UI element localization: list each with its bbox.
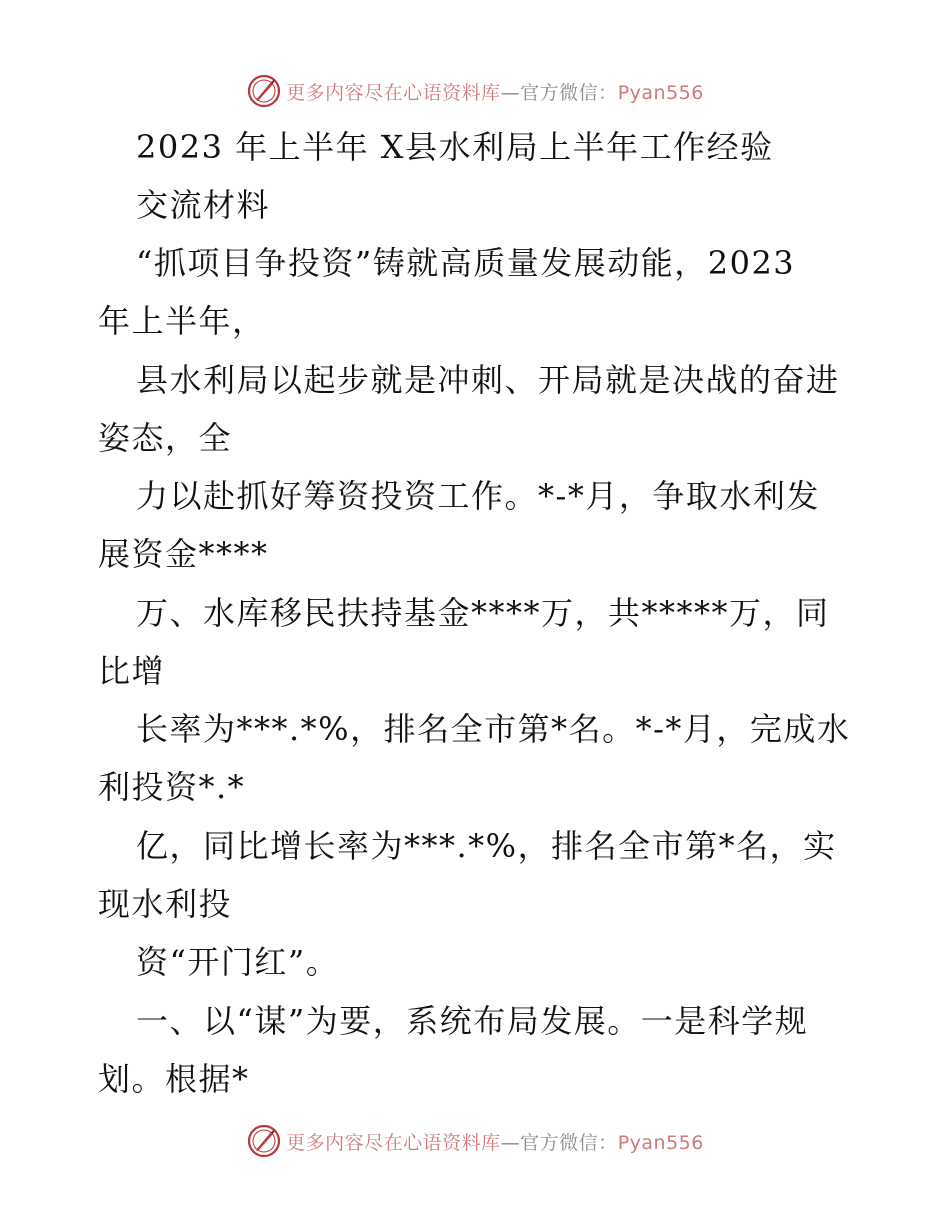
- paragraph-line: 姿态，全: [98, 419, 233, 457]
- watermark-footer: [0, 1121, 950, 1161]
- watermark-main: 更多内容尽在心语资料库: [286, 1131, 501, 1154]
- paragraph-line: 划。根据*: [98, 1060, 250, 1098]
- quill-logo-icon: [246, 1123, 282, 1159]
- watermark-label: 官方微信：: [520, 81, 618, 104]
- quill-logo-icon: [246, 73, 282, 109]
- watermark-header: [0, 71, 950, 111]
- watermark-label: 官方微信：: [520, 1131, 618, 1154]
- watermark-separator: —: [500, 81, 521, 104]
- paragraph-line: 年上半年，: [98, 302, 266, 340]
- watermark-account: Pyan556: [617, 81, 704, 104]
- watermark-text: [286, 1128, 704, 1155]
- watermark-separator: —: [500, 1131, 521, 1154]
- document-title: 2023 年上半年 X县水利局上半年工作经验: [136, 128, 774, 166]
- watermark-main: 更多内容尽在心语资料库: [286, 81, 501, 104]
- paragraph-line: 利投资*.*: [98, 768, 246, 806]
- watermark-text: [286, 78, 704, 105]
- paragraph-line: 万、水库移民扶持基金****万，共*****万，同: [136, 594, 830, 632]
- paragraph-line: 现水利投: [98, 885, 233, 923]
- watermark-account: Pyan556: [617, 1131, 704, 1154]
- section-heading-line: 一、以“谋”为要，系统布局发展。一是科学规: [136, 1002, 809, 1040]
- paragraph-line: 比增: [98, 652, 166, 690]
- paragraph-line: 力以赴抓好筹资投资工作。*-*月，争取水利发: [136, 477, 820, 515]
- document-title-continued: 交流材料: [136, 186, 271, 224]
- paragraph-line: 长率为***.*%，排名全市第*名。*-*月，完成水: [136, 710, 851, 748]
- paragraph-line: 展资金****: [98, 535, 269, 573]
- paragraph-line: “抓项目争投资”铸就高质量发展动能，2023: [136, 244, 796, 282]
- paragraph-line: 县水利局以起步就是冲刺、开局就是决战的奋进: [136, 361, 840, 399]
- paragraph-line: 亿，同比增长率为***.*%，排名全市第*名，实: [136, 827, 837, 865]
- paragraph-line: 资“开门红”。: [136, 943, 340, 981]
